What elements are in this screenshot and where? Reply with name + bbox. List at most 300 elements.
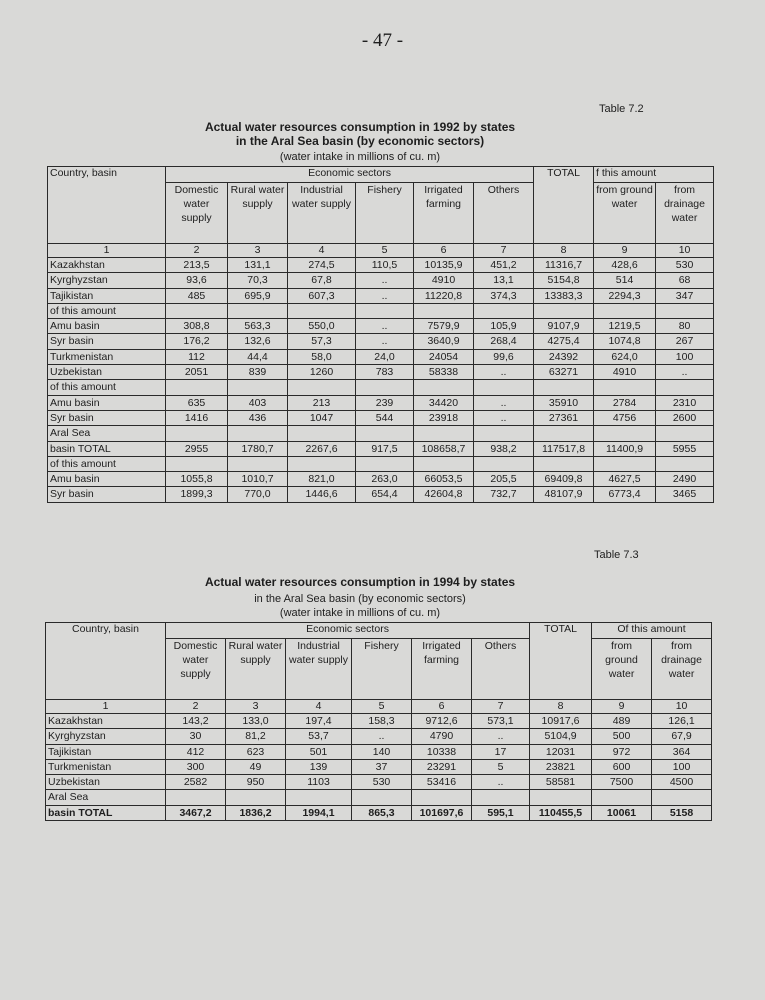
- row-label: basin TOTAL: [46, 805, 166, 820]
- table-cell: 485: [166, 288, 228, 303]
- table-cell: 67,8: [288, 273, 356, 288]
- table-cell: 10917,6: [530, 714, 592, 729]
- table-row: [48, 426, 714, 441]
- table-title: [140, 120, 580, 148]
- table-cell: 34420: [414, 395, 474, 410]
- table-cell: 267: [656, 334, 714, 349]
- table-cell: 635: [166, 395, 228, 410]
- table-row: [46, 729, 712, 744]
- table-cell: 1416: [166, 410, 228, 425]
- table-subtitle: (water intake in millions of cu. m): [279, 151, 441, 163]
- table-cell: 1074,8: [594, 334, 656, 349]
- column-header: from ground water: [594, 183, 656, 244]
- table-cell: [352, 790, 412, 805]
- row-label: Kazakhstan: [46, 714, 166, 729]
- row-label: of this amount: [48, 380, 166, 395]
- table-subtitle: [140, 592, 580, 620]
- table-cell: 950: [226, 775, 286, 790]
- table-cell: [166, 790, 226, 805]
- table-cell: 544: [356, 410, 414, 425]
- table-row: [48, 380, 714, 395]
- table-cell: 4500: [652, 775, 712, 790]
- table-cell: 99,6: [474, 349, 534, 364]
- table-cell: 364: [652, 744, 712, 759]
- table-cell: ..: [352, 729, 412, 744]
- table-cell: [228, 426, 288, 441]
- table-cell: 2267,6: [288, 441, 356, 456]
- table-cell: [226, 790, 286, 805]
- table-cell: 69409,8: [534, 472, 594, 487]
- table-cell: 821,0: [288, 472, 356, 487]
- table-cell: 23291: [412, 759, 472, 774]
- table-label: Table 7.3: [594, 549, 639, 561]
- table-cell: ..: [356, 319, 414, 334]
- table-cell: ..: [472, 729, 530, 744]
- column-header: Rural water supply: [228, 183, 288, 244]
- table-cell: 1219,5: [594, 319, 656, 334]
- table-cell: 93,6: [166, 273, 228, 288]
- row-label: Amu basin: [48, 395, 166, 410]
- column-header: Fishery: [356, 183, 414, 244]
- table-cell: 2955: [166, 441, 228, 456]
- table-row: [48, 365, 714, 380]
- total-header: TOTAL: [534, 167, 594, 244]
- table-cell: [474, 303, 534, 318]
- table-cell: [356, 380, 414, 395]
- column-number: 7: [474, 244, 534, 258]
- of-this-amount-header: f this amount: [594, 167, 714, 183]
- row-label: of this amount: [48, 303, 166, 318]
- table-cell: [228, 380, 288, 395]
- column-header: Industrial water supply: [288, 183, 356, 244]
- table-cell: 1836,2: [226, 805, 286, 820]
- table-cell: 53,7: [286, 729, 352, 744]
- table-cell: 27361: [534, 410, 594, 425]
- table-cell: 12031: [530, 744, 592, 759]
- table-cell: 140: [352, 744, 412, 759]
- row-label: Turkmenistan: [48, 349, 166, 364]
- column-header: Rural water supply: [226, 639, 286, 700]
- table-cell: 3465: [656, 487, 714, 502]
- table-cell: 563,3: [228, 319, 288, 334]
- row-label: Uzbekistan: [46, 775, 166, 790]
- column-number: 4: [286, 700, 352, 714]
- title-line: in the Aral Sea basin (by economic sectors): [235, 134, 485, 148]
- table-cell: 11316,7: [534, 258, 594, 273]
- table-cell: [166, 426, 228, 441]
- of-this-amount-header: Of this amount: [592, 623, 712, 639]
- column-number: 8: [530, 700, 592, 714]
- subtitle-line: in the Aral Sea basin (by economic sectors): [254, 593, 466, 605]
- table-cell: [656, 303, 714, 318]
- table-cell: 550,0: [288, 319, 356, 334]
- table-cell: [594, 380, 656, 395]
- table-cell: ..: [472, 775, 530, 790]
- column-header: from drainage water: [656, 183, 714, 244]
- table-row: [48, 456, 714, 471]
- column-number-row: [46, 700, 712, 714]
- table-cell: 68: [656, 273, 714, 288]
- table-cell: 139: [286, 759, 352, 774]
- table-cell: 30: [166, 729, 226, 744]
- table-cell: 865,3: [352, 805, 412, 820]
- table-cell: [228, 456, 288, 471]
- table-cell: 24,0: [356, 349, 414, 364]
- table-cell: [592, 790, 652, 805]
- table-cell: 938,2: [474, 441, 534, 456]
- table-cell: [166, 456, 228, 471]
- column-header: Irrigated farming: [412, 639, 472, 700]
- table-row: [48, 410, 714, 425]
- table-cell: 110455,5: [530, 805, 592, 820]
- table-cell: [288, 303, 356, 318]
- table-cell: [166, 303, 228, 318]
- table-cell: 3467,2: [166, 805, 226, 820]
- table-cell: [656, 380, 714, 395]
- table-cell: [414, 426, 474, 441]
- table-cell: 2310: [656, 395, 714, 410]
- table-row: [48, 334, 714, 349]
- table-cell: 58338: [414, 365, 474, 380]
- table-cell: 4627,5: [594, 472, 656, 487]
- table-cell: 17: [472, 744, 530, 759]
- column-number: 9: [594, 244, 656, 258]
- column-number: 6: [414, 244, 474, 258]
- table-cell: 695,9: [228, 288, 288, 303]
- table-row: [46, 759, 712, 774]
- table-cell: 117517,8: [534, 441, 594, 456]
- table-cell: 607,3: [288, 288, 356, 303]
- table-cell: 205,5: [474, 472, 534, 487]
- table-cell: 732,7: [474, 487, 534, 502]
- table-cell: 58,0: [288, 349, 356, 364]
- table-cell: 35910: [534, 395, 594, 410]
- table-cell: [414, 380, 474, 395]
- table-cell: 100: [652, 759, 712, 774]
- table-cell: 11400,9: [594, 441, 656, 456]
- table-cell: 24054: [414, 349, 474, 364]
- table-cell: 37: [352, 759, 412, 774]
- country-header: Country, basin: [48, 167, 166, 244]
- table-row: [48, 472, 714, 487]
- table-row: [46, 775, 712, 790]
- row-label: Kazakhstan: [48, 258, 166, 273]
- table-cell: 4790: [412, 729, 472, 744]
- table-cell: [656, 456, 714, 471]
- title-line: Actual water resources consumption in 1992 by states: [204, 120, 516, 134]
- table-cell: [356, 303, 414, 318]
- table-row: [46, 744, 712, 759]
- column-number: 10: [652, 700, 712, 714]
- table-cell: 23918: [414, 410, 474, 425]
- table-cell: 4756: [594, 410, 656, 425]
- table-cell: 42604,8: [414, 487, 474, 502]
- table-cell: [414, 303, 474, 318]
- table-cell: 624,0: [594, 349, 656, 364]
- title-line: Actual water resources consumption in 1994 by states: [204, 575, 516, 589]
- table-cell: [656, 426, 714, 441]
- table-cell: ..: [474, 395, 534, 410]
- column-number: 2: [166, 244, 228, 258]
- table-cell: 105,9: [474, 319, 534, 334]
- column-number: 4: [288, 244, 356, 258]
- column-header: Others: [472, 639, 530, 700]
- table-cell: 57,3: [288, 334, 356, 349]
- table-cell: 80: [656, 319, 714, 334]
- row-label: Kyrghyzstan: [48, 273, 166, 288]
- table-cell: 1055,8: [166, 472, 228, 487]
- column-number: 9: [592, 700, 652, 714]
- table-cell: [594, 456, 656, 471]
- table-cell: 2294,3: [594, 288, 656, 303]
- table-cell: [534, 303, 594, 318]
- table-cell: 2600: [656, 410, 714, 425]
- table-cell: 2582: [166, 775, 226, 790]
- table-cell: ..: [356, 273, 414, 288]
- table-cell: 2490: [656, 472, 714, 487]
- table-cell: 48107,9: [534, 487, 594, 502]
- table-cell: 436: [228, 410, 288, 425]
- country-header: Country, basin: [46, 623, 166, 700]
- table-cell: 4910: [414, 273, 474, 288]
- column-header: from drainage water: [652, 639, 712, 700]
- column-header: Irrigated farming: [414, 183, 474, 244]
- table-row: [48, 273, 714, 288]
- column-number: 3: [226, 700, 286, 714]
- table-cell: 6773,4: [594, 487, 656, 502]
- column-number: 5: [352, 700, 412, 714]
- table-cell: [472, 790, 530, 805]
- table-cell: [414, 456, 474, 471]
- table-cell: 1260: [288, 365, 356, 380]
- table-cell: 7500: [592, 775, 652, 790]
- table-cell: [166, 380, 228, 395]
- total-header: TOTAL: [530, 623, 592, 700]
- table-cell: [534, 456, 594, 471]
- table-cell: 268,4: [474, 334, 534, 349]
- table-cell: 514: [594, 273, 656, 288]
- column-number-row: [48, 244, 714, 258]
- table-row: [48, 288, 714, 303]
- table-cell: 11220,8: [414, 288, 474, 303]
- table-cell: [356, 426, 414, 441]
- table-cell: ..: [356, 288, 414, 303]
- table-cell: ..: [474, 410, 534, 425]
- table-cell: 132,6: [228, 334, 288, 349]
- row-label: Syr basin: [48, 487, 166, 502]
- economic-sectors-header: Economic sectors: [166, 623, 530, 639]
- table-cell: ..: [356, 334, 414, 349]
- table-cell: 53416: [412, 775, 472, 790]
- table-label: Table 7.2: [599, 103, 644, 115]
- row-label: of this amount: [48, 456, 166, 471]
- table-cell: 530: [352, 775, 412, 790]
- table-cell: 374,3: [474, 288, 534, 303]
- table-cell: 176,2: [166, 334, 228, 349]
- table-cell: 9712,6: [412, 714, 472, 729]
- table-row: [46, 714, 712, 729]
- table-cell: 213: [288, 395, 356, 410]
- table-cell: 1780,7: [228, 441, 288, 456]
- table-cell: 412: [166, 744, 226, 759]
- table-cell: 274,5: [288, 258, 356, 273]
- table-row: [48, 395, 714, 410]
- row-label: Aral Sea: [48, 426, 166, 441]
- table-cell: [412, 790, 472, 805]
- row-label: Syr basin: [48, 410, 166, 425]
- table-cell: 5: [472, 759, 530, 774]
- table-cell: 654,4: [356, 487, 414, 502]
- row-label: Tajikistan: [46, 744, 166, 759]
- table-cell: 1010,7: [228, 472, 288, 487]
- column-number: 2: [166, 700, 226, 714]
- economic-sectors-header: Economic sectors: [166, 167, 534, 183]
- table-cell: 213,5: [166, 258, 228, 273]
- column-number: 1: [48, 244, 166, 258]
- data-table-1994: [45, 622, 712, 821]
- row-label: basin TOTAL: [48, 441, 166, 456]
- table-cell: 839: [228, 365, 288, 380]
- table-row: [48, 258, 714, 273]
- table-cell: 972: [592, 744, 652, 759]
- table-cell: 58581: [530, 775, 592, 790]
- table-cell: 197,4: [286, 714, 352, 729]
- table-cell: 5104,9: [530, 729, 592, 744]
- table-cell: 239: [356, 395, 414, 410]
- table-cell: 131,1: [228, 258, 288, 273]
- table-cell: 66053,5: [414, 472, 474, 487]
- column-number: 5: [356, 244, 414, 258]
- table-cell: [288, 456, 356, 471]
- column-number: 7: [472, 700, 530, 714]
- table-row: [48, 349, 714, 364]
- table-cell: [530, 790, 592, 805]
- table-cell: 770,0: [228, 487, 288, 502]
- table-cell: 44,4: [228, 349, 288, 364]
- column-header: Domestic water supply: [166, 639, 226, 700]
- row-label: Amu basin: [48, 472, 166, 487]
- table-cell: 573,1: [472, 714, 530, 729]
- table-cell: 63271: [534, 365, 594, 380]
- row-label: Kyrghyzstan: [46, 729, 166, 744]
- data-table-1992: [47, 166, 714, 503]
- table-cell: 112: [166, 349, 228, 364]
- table-cell: 428,6: [594, 258, 656, 273]
- table-cell: ..: [474, 365, 534, 380]
- table-cell: [286, 790, 352, 805]
- table-cell: 489: [592, 714, 652, 729]
- column-header: Domestic water supply: [166, 183, 228, 244]
- column-number: 1: [46, 700, 166, 714]
- table-cell: 10338: [412, 744, 472, 759]
- table-title: [140, 575, 580, 589]
- table-cell: ..: [656, 365, 714, 380]
- table-cell: 110,5: [356, 258, 414, 273]
- table-cell: 143,2: [166, 714, 226, 729]
- table-cell: 10135,9: [414, 258, 474, 273]
- column-header: Others: [474, 183, 534, 244]
- table-cell: 1103: [286, 775, 352, 790]
- page-number: - 47 -: [361, 30, 404, 51]
- row-label: Turkmenistan: [46, 759, 166, 774]
- table-cell: 24392: [534, 349, 594, 364]
- subtitle-line: (water intake in millions of cu. m): [279, 607, 441, 619]
- table-cell: 4910: [594, 365, 656, 380]
- table-cell: 49: [226, 759, 286, 774]
- table-cell: 101697,6: [412, 805, 472, 820]
- table-cell: [474, 380, 534, 395]
- row-label: Syr basin: [48, 334, 166, 349]
- table-cell: [652, 790, 712, 805]
- table-cell: 623: [226, 744, 286, 759]
- table-row: [46, 805, 712, 820]
- table-cell: 108658,7: [414, 441, 474, 456]
- row-label: Uzbekistan: [48, 365, 166, 380]
- table-row: [48, 487, 714, 502]
- table-cell: 100: [656, 349, 714, 364]
- table-cell: [594, 426, 656, 441]
- table-cell: 1047: [288, 410, 356, 425]
- table-cell: 7579,9: [414, 319, 474, 334]
- table-cell: 347: [656, 288, 714, 303]
- table-cell: [474, 426, 534, 441]
- table-cell: [534, 380, 594, 395]
- table-cell: 917,5: [356, 441, 414, 456]
- column-number: 8: [534, 244, 594, 258]
- column-number: 6: [412, 700, 472, 714]
- table-cell: 263,0: [356, 472, 414, 487]
- table-cell: [474, 456, 534, 471]
- table-cell: 1446,6: [288, 487, 356, 502]
- table-cell: 500: [592, 729, 652, 744]
- table-cell: 70,3: [228, 273, 288, 288]
- table-cell: 2784: [594, 395, 656, 410]
- table-cell: 2051: [166, 365, 228, 380]
- table-cell: 300: [166, 759, 226, 774]
- table-row: [46, 790, 712, 805]
- table-cell: [356, 456, 414, 471]
- table-cell: 3640,9: [414, 334, 474, 349]
- column-number: 3: [228, 244, 288, 258]
- column-header: Fishery: [352, 639, 412, 700]
- table-cell: 13,1: [474, 273, 534, 288]
- table-cell: 23821: [530, 759, 592, 774]
- table-cell: 5154,8: [534, 273, 594, 288]
- column-number: 10: [656, 244, 714, 258]
- table-cell: 403: [228, 395, 288, 410]
- table-cell: 133,0: [226, 714, 286, 729]
- row-label: Aral Sea: [46, 790, 166, 805]
- column-header: from ground water: [592, 639, 652, 700]
- row-label: Tajikistan: [48, 288, 166, 303]
- table-cell: 158,3: [352, 714, 412, 729]
- table-cell: 501: [286, 744, 352, 759]
- table-cell: [228, 303, 288, 318]
- table-cell: 126,1: [652, 714, 712, 729]
- table-cell: 5158: [652, 805, 712, 820]
- column-header: Industrial water supply: [286, 639, 352, 700]
- table-cell: 595,1: [472, 805, 530, 820]
- table-cell: 451,2: [474, 258, 534, 273]
- table-row: [48, 441, 714, 456]
- table-cell: 783: [356, 365, 414, 380]
- table-cell: 600: [592, 759, 652, 774]
- table-cell: [534, 426, 594, 441]
- row-label: Amu basin: [48, 319, 166, 334]
- table-cell: 13383,3: [534, 288, 594, 303]
- table-row: [48, 303, 714, 318]
- table-cell: 81,2: [226, 729, 286, 744]
